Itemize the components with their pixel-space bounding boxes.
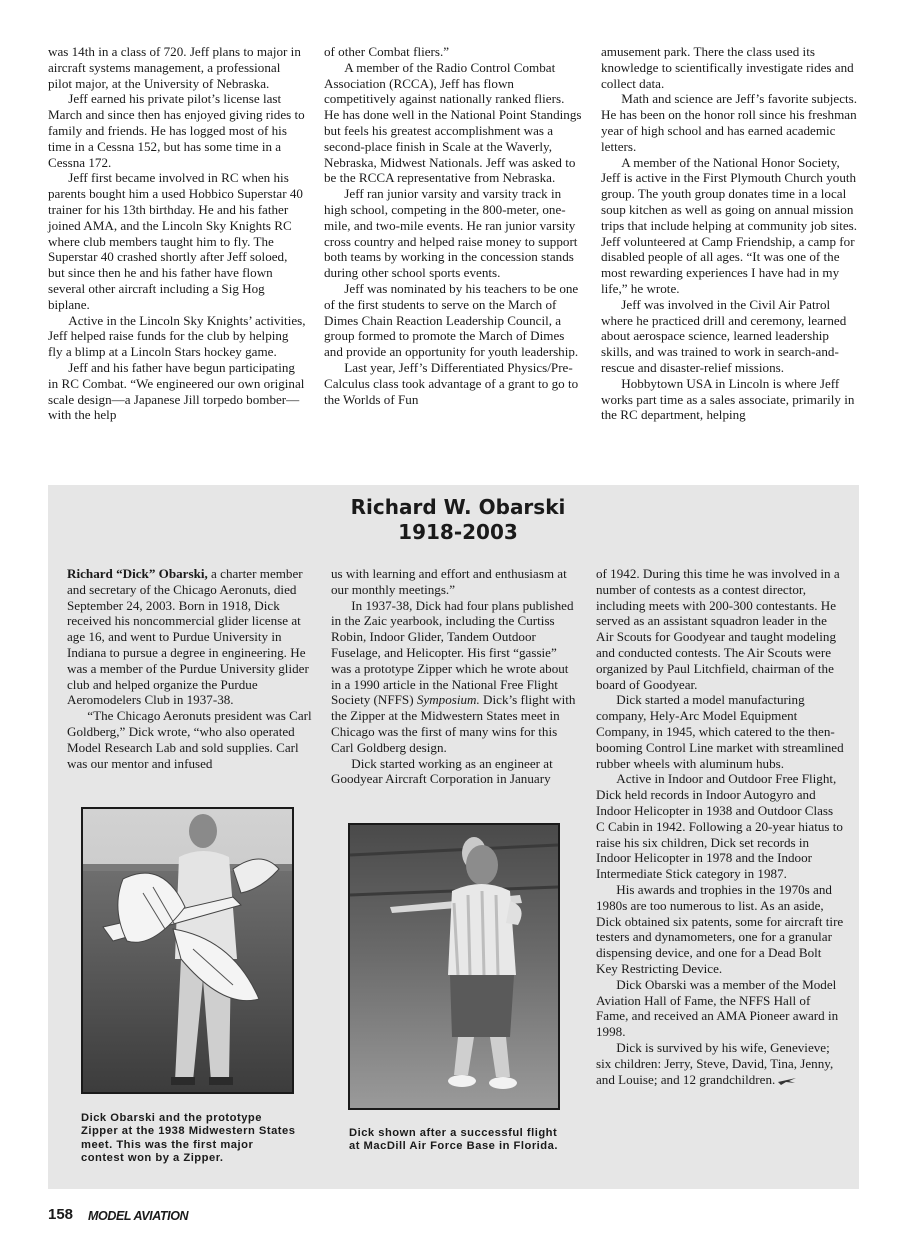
text-run: In 1937-38, Dick had four plans published in the Zaic yearbook, including the Curtiss Robin, Indoor Glider, Tandem Outdoor Fuselage, and Helicopter. His first “gassie” was a prototype Zipper which he wrote about in a 1990 article in the National Free Flight Society (NFFS) <box>331 597 574 708</box>
paragraph: Last year, Jeff’s Differentiated Physics/Pre-Calculus class took advantage of a grant to go to the Worlds of Fun <box>324 359 579 407</box>
paragraph: A member of the Radio Control Combat Association (RCCA), Jeff has flown competitively against nationally ranked fliers. He has done well in the National Point Standings but feels his greatest accomplishment was a second-place finish in Scale at the Waverly, Nebraska, Midwest Nationals. Jeff was asked to be the RCCA representative from Nebraska. <box>324 59 582 186</box>
paragraph: A member of the National Honor Society, Jeff is active in the First Plymouth Church youth group. The youth group donates time in a local soup kitchen as well as going on annual mission trips that include helping at community job sites. Jeff volunteered at Camp Friendship, a camp for disabled people of all ages. “It was one of the most rewarding experiences I have had in my life,” he wrote. <box>601 154 858 296</box>
publication-title: Symposium. <box>416 692 480 708</box>
photo1-caption: Dick Obarski and the prototype Zipper at the 1938 Midwestern States meet. This was the first major contest won by a Zipper. <box>81 1112 296 1165</box>
paragraph: “The Chicago Aeronuts president was Carl Goldberg,” Dick wrote, “who also operated Model Research Lab and sold supplies. Carl was our mentor and infused <box>67 708 312 771</box>
paragraph: Jeff was nominated by his teachers to be one of the first students to serve on the March of Dimes Chain Reaction Leadership Council, a group formed to promote the March of Dimes and provide an opportunity for youth leadership. <box>324 280 579 360</box>
paragraph: Active in the Lincoln Sky Knights’ activities, Jeff helped raise funds for the club by helping fly a blimp at a Lincoln Stars hockey game. <box>48 312 306 360</box>
lead-text: a charter member and secretary of the Chicago Aeronuts, died September 24, 2003. Born in 1918, Dick received his noncommercial glider license at age 16, and went to Purdue University in Indiana to pursue a degree in engineering. He was a member of the Purdue University glider club and helped organize the Purdue Aeromodelers Club in 1937-38. <box>67 566 309 708</box>
obituary-years: 1918-2003 <box>398 520 518 544</box>
paragraph: Dick started working as an engineer at Goodyear Aircraft Corporation in January <box>331 755 553 787</box>
obituary-heading <box>0 495 916 545</box>
paragraph: of other Combat fliers.” <box>324 44 450 59</box>
paragraph: Jeff and his father have begun participating in RC Combat. “We engineered our own original scale design—a Japanese Jill torpedo bomber—with the help <box>48 359 305 423</box>
paragraph: amusement park. There the class used its knowledge to scientifically investigate rides and collect data. <box>601 44 854 91</box>
paragraph: us with learning and effort and enthusiasm at our monthly meetings.” <box>331 566 567 597</box>
text-run: Dick is survived by his wife, Genevieve; six children: Jerry, Steve, David, Tina, Jenny, and Louise; and 12 grandchildren. <box>596 1039 834 1087</box>
end-mark-icon <box>777 1076 797 1086</box>
zipper-photo <box>81 807 294 1094</box>
paragraph: Hobbytown USA in Lincoln is where Jeff works part time as a sales associate, primarily in the RC department, helping <box>601 375 855 423</box>
paragraph: His awards and trophies in the 1970s and 1980s are too numerous to list. As an aside, Dick obtained six patents, some for aircraft tire testers and dynamometers, one for a granular dispensing device, and one for a Dead Bolt Key Restricting Device. <box>596 881 844 976</box>
paragraph: Jeff was involved in the Civil Air Patrol where he practiced drill and ceremony, learned about aerospace science, learned leadership skills, and was trained to work in search-and-rescue and disaster-relief missions. <box>601 296 847 375</box>
paragraph: Dick Obarski was a member of the Model Aviation Hall of Fame, the NFFS Hall of Fame, and received an AMA Pioneer award in 1998. <box>596 976 839 1040</box>
top-article-column-3 <box>601 44 861 423</box>
paragraph <box>596 1040 844 1087</box>
paragraph: was 14th in a class of 720. Jeff plans to major in aircraft systems management, a professional pilot major, at the University of Nebraska. <box>48 44 301 91</box>
photo2-caption: Dick shown after a successful flight at MacDill Air Force Base in Florida. <box>349 1127 558 1153</box>
text-run: Dick’s flight with the Zipper at the Midwestern States meet in Chicago was the first of many wins for this Carl Goldberg design. <box>331 692 576 755</box>
top-article-column-2 <box>324 44 582 407</box>
paragraph <box>67 566 313 708</box>
obituary-column-1 <box>67 566 313 771</box>
top-article-column-1 <box>48 44 306 423</box>
paragraph: Jeff first became involved in RC when his parents bought him a used Hobbico Superstar 40 trainer for his 13th birthday. He and his father joined AMA, and the Lincoln Sky Knights RC where club members taught him to fly. The Superstar 40 crashed shortly after Jeff soloed, but since then he and his father have flown several other aircraft including a Sig Hog biplane. <box>48 170 303 312</box>
obituary-column-3 <box>596 566 844 1087</box>
paragraph <box>331 598 579 756</box>
paragraph: Active in Indoor and Outdoor Free Flight, Dick held records in Indoor Autogyro and Indoor Helicopter in 1938 and Outdoor Class C Cabin in 1942. Following a 20-year hiatus to raise his six children, Dick set records in Indoor Helicopter in 1978 and the Indoor Intermediate Stick category in 1987. <box>596 771 843 882</box>
paragraph: of 1942. During this time he was involved in a number of contests as a contest director, including meets with 200-300 contestants. He served as an assistant squadron leader in the Air Scouts for Goodyear and taught modeling and conducted contests. The Air Scouts were organized by Paul Litchfield, chairman of the board of Goodyear. <box>596 566 840 692</box>
page-number: 158 <box>48 1206 74 1223</box>
paragraph: Math and science are Jeff’s favorite subjects. He has been on the honor roll since his freshman year of high school and has earned academic letters. <box>601 91 858 154</box>
lead-name: Richard “Dick” Obarski, <box>67 566 208 581</box>
paragraph: Jeff ran junior varsity and varsity track in high school, competing in the 800-meter, one-mile, and two-mile events. He ran junior varsity cross country and helped raise money to support both teams by working in the concession stands during other school sports events. <box>324 186 578 281</box>
magazine-name: MODEL AVIATION <box>88 1209 189 1223</box>
paragraph: Dick started a model manufacturing company, Hely-Arc Model Equipment Company, in 1945, which catered to the then-booming Control Line market with streamlined rubber wheels with aluminum hubs. <box>596 692 844 771</box>
obituary-column-2 <box>331 566 579 787</box>
macdill-photo <box>348 823 560 1110</box>
obituary-name: Richard W. Obarski <box>350 495 566 519</box>
paragraph: Jeff earned his private pilot’s license last March and since then has enjoyed giving rides to family and friends. He has logged most of his time in a Cessna 152, but has some time in a Cessna 172. <box>48 91 305 170</box>
